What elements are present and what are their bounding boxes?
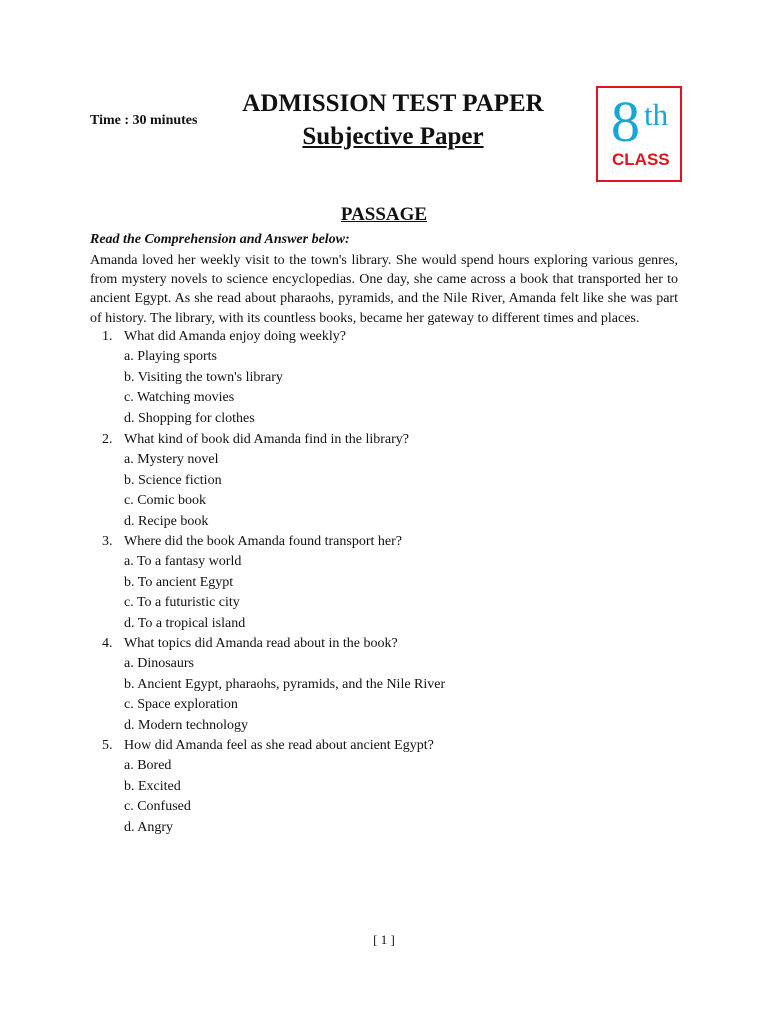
answer-option: b. Visiting the town's library [124,369,283,385]
class-badge-label: CLASS [612,150,670,169]
question [0,634,768,736]
answer-option: d. Shopping for clothes [124,410,255,426]
question-text: What topics did Amanda read about in the book? [124,636,398,651]
question-list [0,327,768,838]
question-number: 1. [102,329,113,344]
answer-option: a. Dinosaurs [124,656,194,671]
question-number: 5. [102,738,113,753]
answer-option: c. Space exploration [124,697,238,712]
question-number: 4. [102,636,113,651]
answer-option: a. To a fantasy world [124,554,242,569]
answer-option: d. Modern technology [124,717,249,733]
answer-option: b. Ancient Egypt, pharaohs, pyramids, and the Nile River [124,676,446,692]
class-badge [596,86,682,182]
time-limit: Time : 30 minutes [90,113,198,128]
answer-option: d. Angry [124,819,173,835]
question-number: 3. [102,534,113,549]
question [0,430,768,532]
answer-option: a. Playing sports [124,349,217,364]
answer-option: b. Science fiction [124,472,222,488]
answer-option: c. Confused [124,799,191,814]
answer-option: d. To a tropical island [124,615,246,631]
class-badge-suffix: th [644,97,669,132]
question [0,532,768,634]
question-text: What kind of book did Amanda find in the library? [124,432,409,447]
question-number: 2. [102,432,113,447]
question [0,736,768,838]
passage-instruction: Read the Comprehension and Answer below: [90,232,350,247]
answer-option: c. To a futuristic city [124,595,240,610]
page-subtitle: Subjective Paper [302,123,484,150]
answer-option: d. Recipe book [124,513,209,529]
answer-option: b. To ancient Egypt [124,574,234,590]
answer-option: a. Bored [124,758,172,773]
question [0,327,768,430]
page-title: ADMISSION TEST PAPER [242,90,544,117]
question-text: Where did the book Amanda found transport her? [124,534,402,549]
answer-option: c. Comic book [124,493,207,508]
answer-option: a. Mystery novel [124,452,219,467]
header-titles [210,88,576,152]
question-text: What did Amanda enjoy doing weekly? [124,329,346,344]
page-number: [ 1 ] [373,932,395,947]
answer-option: b. Excited [124,778,181,794]
answer-option: c. Watching movies [124,390,235,405]
passage-heading: PASSAGE [340,204,428,225]
class-badge-number: 8 [611,89,640,154]
question-text: How did Amanda feel as she read about ancient Egypt? [124,738,434,753]
passage-text: Amanda loved her weekly visit to the town's library. She would spend hours exploring various genres, from mystery novels to science encyclopedias. One day, she came across a book that transported her to ancient Egypt. As she read about pharaohs, pyramids, and the Nile River, Amanda felt like she was part of history. The library, with its countless books, became her gateway to different times and places. [90,253,678,326]
